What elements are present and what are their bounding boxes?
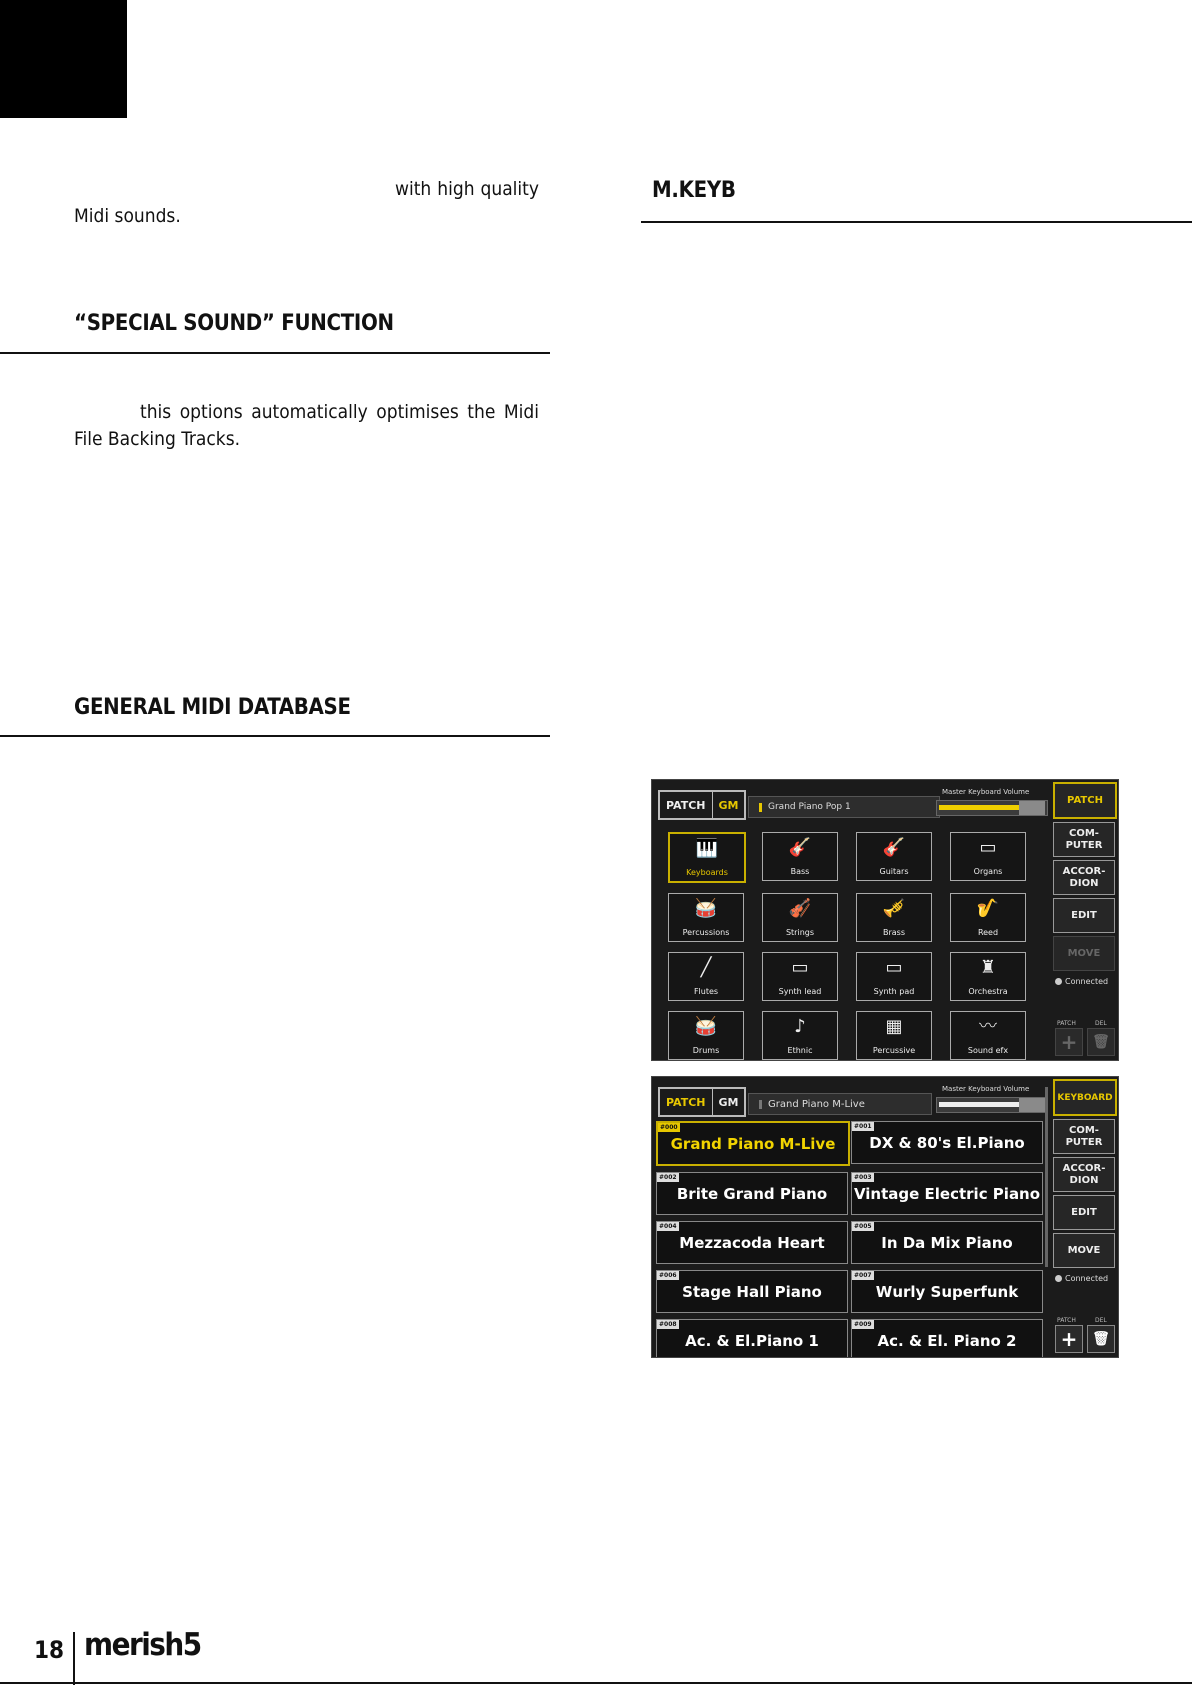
computer-button[interactable]: COM- PUTER	[1053, 822, 1115, 857]
patch-item[interactable]	[656, 1121, 850, 1166]
side-menu	[1053, 1077, 1115, 1357]
current-sound-display	[748, 1093, 932, 1115]
category-orchestra[interactable]	[950, 952, 1026, 1001]
category-sound-efx[interactable]	[950, 1011, 1026, 1060]
add-patch-button[interactable]: +	[1055, 1325, 1083, 1353]
category-label: Percussive	[872, 1046, 916, 1055]
violin-icon: 🎻	[788, 898, 812, 919]
category-label: Strings	[785, 928, 815, 937]
tab-gm[interactable]: GM	[712, 1089, 745, 1115]
patch-item[interactable]	[656, 1172, 848, 1215]
patch-number: #004	[659, 1223, 677, 1230]
footer-rule	[0, 1682, 1192, 1684]
patch-name: Brite Grand Piano	[676, 1184, 828, 1203]
category-guitars[interactable]	[856, 832, 932, 881]
volume-fill	[939, 805, 1019, 810]
connection-status: Connected	[1055, 977, 1108, 986]
edit-button[interactable]: EDIT	[1053, 1195, 1115, 1230]
patch-name: Mezzacoda Heart	[679, 1233, 825, 1252]
heading-rule	[641, 221, 1192, 223]
patch-list-scrollbar[interactable]	[1045, 1087, 1048, 1267]
move-button[interactable]: MOVE	[1053, 936, 1115, 971]
del-label: DEL	[1095, 1020, 1107, 1027]
heading-rule	[0, 735, 550, 737]
current-sound-name: Grand Piano Pop 1	[768, 802, 851, 812]
patch-gm-toggle[interactable]	[658, 1087, 746, 1117]
patch-item[interactable]	[851, 1221, 1043, 1264]
bass-icon: 🎸	[788, 837, 812, 858]
patch-number: #000	[660, 1124, 678, 1131]
trumpet-icon: 🎺	[882, 898, 906, 919]
patch-item[interactable]	[656, 1270, 848, 1313]
xylophone-icon: ▦	[885, 1016, 903, 1037]
drumkit-icon: 🥁	[694, 1016, 718, 1037]
patch-item[interactable]	[656, 1221, 848, 1264]
delete-patch-button[interactable]: 🗑	[1087, 1325, 1115, 1353]
brand-name: merish5	[84, 1627, 201, 1663]
category-percussive[interactable]	[856, 1011, 932, 1060]
category-label: Brass	[882, 928, 905, 937]
volume-knob[interactable]	[1019, 1098, 1045, 1112]
screen-topbar	[656, 1081, 1048, 1115]
guitar-icon: 🎸	[882, 837, 906, 858]
patch-number: #008	[659, 1321, 677, 1328]
patch-item[interactable]	[656, 1319, 848, 1358]
patch-gm-toggle[interactable]	[658, 790, 746, 820]
patch-number: #006	[659, 1272, 677, 1279]
patch-number: #001	[854, 1123, 872, 1130]
edit-button[interactable]: EDIT	[1053, 898, 1115, 933]
footer-divider	[73, 1632, 75, 1685]
delete-patch-button[interactable]: 🗑	[1087, 1028, 1115, 1056]
patch-item[interactable]	[851, 1319, 1043, 1358]
indicator-dot	[759, 1100, 762, 1109]
category-percussions[interactable]	[668, 893, 744, 942]
volume-slider[interactable]	[936, 800, 1048, 816]
patch-number: #002	[659, 1174, 677, 1181]
move-button[interactable]: MOVE	[1053, 1233, 1115, 1268]
patch-name: Vintage Electric Piano	[853, 1184, 1041, 1203]
category-label: Keyboards	[686, 868, 728, 877]
special-sound-text-line2: File Backing Tracks.	[74, 428, 241, 450]
gm-category-screen	[651, 779, 1119, 1061]
ethnic-icon: ♪	[794, 1016, 806, 1037]
patch-list-screen	[651, 1076, 1119, 1358]
patch-label: PATCH	[1057, 1020, 1076, 1027]
volume-knob[interactable]	[1019, 801, 1045, 815]
category-label: Drums	[692, 1046, 720, 1055]
category-reed[interactable]	[950, 893, 1026, 942]
organ-icon: ▭	[979, 837, 997, 858]
category-organs[interactable]	[950, 832, 1026, 881]
volume-label: Master Keyboard Volume	[942, 1085, 1030, 1093]
chapter-tab	[0, 0, 127, 118]
waveform-icon: 〰	[979, 1016, 997, 1037]
category-synth-pad[interactable]	[856, 952, 932, 1001]
indicator-dot	[759, 803, 762, 812]
synth-pad-icon: ▭	[885, 957, 903, 978]
category-grid	[668, 832, 1024, 1060]
patch-name: Grand Piano M-Live	[670, 1134, 836, 1153]
intro-text-line2: Midi sounds.	[74, 205, 181, 227]
category-label: Sound efx	[967, 1046, 1009, 1055]
saxophone-icon: 🎷	[976, 898, 1000, 919]
category-brass[interactable]	[856, 893, 932, 942]
synth-icon: ▭	[791, 957, 809, 978]
category-label: Synth pad	[873, 987, 915, 996]
volume-slider[interactable]	[936, 1097, 1048, 1113]
patch-number: #003	[854, 1174, 872, 1181]
volume-fill	[939, 1102, 1019, 1107]
category-label: Synth lead	[778, 987, 822, 996]
special-sound-heading: “SPECIAL SOUND” FUNCTION	[74, 311, 394, 336]
patch-list	[656, 1121, 1041, 1358]
patch-label: PATCH	[1057, 1317, 1076, 1324]
category-keyboards[interactable]	[668, 832, 746, 883]
accordion-button[interactable]: ACCOR- DION	[1053, 1157, 1115, 1192]
patch-number: #009	[854, 1321, 872, 1328]
add-patch-button[interactable]: +	[1055, 1028, 1083, 1056]
category-flutes[interactable]	[668, 952, 744, 1001]
patch-name: Ac. & El. Piano 2	[877, 1331, 1017, 1350]
category-bass[interactable]	[762, 832, 838, 881]
mkeyb-heading: M.KEYB	[652, 178, 736, 203]
orchestra-icon: ♜	[979, 957, 997, 978]
drum-icon: 🥁	[694, 898, 718, 919]
patch-item[interactable]	[851, 1270, 1043, 1313]
category-strings[interactable]	[762, 893, 838, 942]
category-label: Bass	[790, 867, 810, 876]
category-label: Orchestra	[968, 987, 1008, 996]
patch-number: #007	[854, 1272, 872, 1279]
current-sound-name: Grand Piano M-Live	[768, 1098, 865, 1110]
category-label: Reed	[977, 928, 999, 937]
page-number: 18	[34, 1636, 65, 1664]
patch-item[interactable]	[851, 1121, 1043, 1164]
screen-topbar	[656, 784, 1048, 818]
intro-text-line1: with high quality	[395, 178, 539, 200]
current-sound-display	[748, 796, 940, 818]
patch-name: In Da Mix Piano	[881, 1233, 1013, 1252]
category-label: Guitars	[879, 867, 909, 876]
connection-status: Connected	[1055, 1274, 1108, 1283]
volume-label: Master Keyboard Volume	[942, 788, 1030, 796]
computer-button[interactable]: COM- PUTER	[1053, 1119, 1115, 1154]
flute-icon: ╱	[700, 957, 712, 978]
tab-gm[interactable]: GM	[712, 792, 745, 818]
heading-rule	[0, 352, 550, 354]
keyboard-button[interactable]: KEYBOARD	[1053, 1079, 1117, 1116]
category-label: Flutes	[693, 987, 719, 996]
gm-database-heading: GENERAL MIDI DATABASE	[74, 695, 351, 720]
accordion-button[interactable]: ACCOR- DION	[1053, 860, 1115, 895]
patch-button[interactable]: PATCH	[1053, 782, 1117, 819]
category-ethnic[interactable]	[762, 1011, 838, 1060]
del-label: DEL	[1095, 1317, 1107, 1324]
category-label: Percussions	[682, 928, 730, 937]
category-label: Organs	[973, 867, 1003, 876]
patch-item[interactable]	[851, 1172, 1043, 1215]
category-label: Ethnic	[787, 1046, 813, 1055]
category-synth-lead[interactable]	[762, 952, 838, 1001]
piano-icon: 🎹	[695, 838, 719, 859]
patch-name: Stage Hall Piano	[682, 1282, 822, 1301]
tab-patch[interactable]: PATCH	[666, 1095, 706, 1109]
tab-patch[interactable]: PATCH	[666, 798, 706, 812]
patch-name: Wurly Superfunk	[875, 1282, 1019, 1301]
side-menu	[1053, 780, 1115, 1060]
special-sound-text-line1: this options automatically optimises the Midi	[140, 401, 539, 423]
patch-name: DX & 80's El.Piano	[869, 1133, 1025, 1152]
patch-name: Ac. & El.Piano 1	[685, 1331, 819, 1350]
patch-number: #005	[854, 1223, 872, 1230]
category-drums[interactable]	[668, 1011, 744, 1060]
